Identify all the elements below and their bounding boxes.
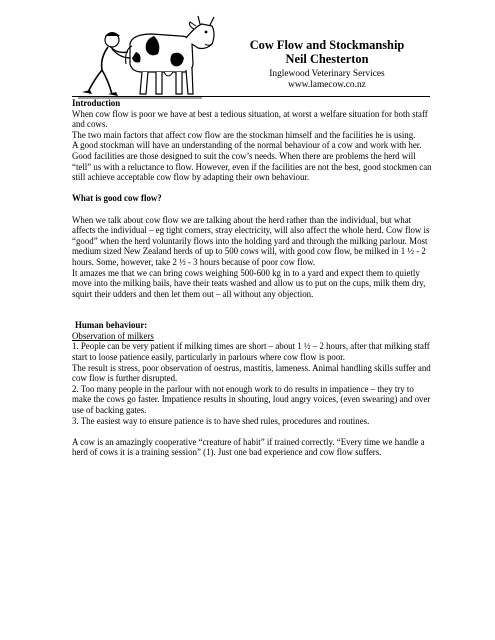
section-heading-introduction: Introduction: [72, 98, 121, 108]
document-title: Cow Flow and Stockmanship: [249, 38, 405, 52]
header-divider: [72, 96, 430, 97]
intro-paragraph-2: The two main factors that affect cow flow are the stockman himself and the facilities he is using.: [72, 129, 416, 140]
human-paragraph-3: 2. Too many people in the parlour with not enough work to do results in impatience – they try to make the cows go faster. Impatience results in shouting, loud angry voices, (even swearing) and over use of backing gates.: [72, 383, 431, 416]
intro-paragraph-3: A good stockman will have an understanding of the normal behaviour of a cow and work with her.: [72, 140, 422, 151]
human-paragraph-4: 3. The easiest way to ensure patience is to have shed rules, procedures and routines.: [72, 415, 370, 426]
section-heading-good-cow-flow: What is good cow flow?: [72, 193, 162, 204]
good-flow-paragraph-2: It amazes me that we can bring cows weighing 500-600 kg in to a yard and expect them to quietly move into the milking bails, have their teats washed and allow us to put on the cups, milk them dry, squirt their udders and then let them out – all without any objection.: [72, 267, 426, 299]
organization-name: Inglewood Veterinary Services: [269, 69, 385, 79]
good-flow-paragraph-1: When we talk about cow flow we are talking about the herd rather than the individual, but what affects the individual – eg tight corners, stray electricity, will also affect the whole herd. Cow flow is “good” when the herd voluntarily flows into the holding yard and through the milking parlour. Most medium sized New Zealand herds of up to 500 cows will, with good cow flow, be milked in 1 ½ - 2 hours. Some, however, take 2 ½ - 3 hours because of poor cow flow.: [72, 214, 430, 267]
human-paragraph-1: 1. People can be very patient if milking times are short – about 1 ½ – 2 hours, after that milking staff start to loose patience easily, particularly in parlours where cow flow is poor.: [72, 341, 430, 363]
human-paragraph-5: A cow is an amazingly cooperative “creature of habit” if trained correctly. “Every time we handle a herd of cows it is a training session” (1). Just one bad experience and cow flow suffers.: [72, 436, 425, 458]
intro-paragraph-1: When cow flow is poor we have at best a tedious situation, at worst a welfare situation for both staff and cows.: [72, 108, 428, 130]
website-url[interactable]: www.lamecow.co.nz: [288, 80, 366, 90]
document-header: [240, 38, 414, 91]
section-heading-human-behaviour: Human behaviour:: [75, 320, 148, 331]
subheading-observation-of-milkers: Observation of milkers: [72, 330, 154, 341]
human-paragraph-2: The result is stress, poor observation of oestrus, mastitis, lameness. Animal handling skills suffer and cow flow is further disrupted.: [72, 362, 431, 384]
man-pushing-cow-illustration: [72, 14, 220, 102]
intro-paragraph-4: Good facilities are those designed to suit the cow’s needs. When there are problems the herd will “tell” us with a reluctance to flow. However, even if the facilities are not the best, good stockmen can still achieve acceptable cow flow by adapting their own behaviour.: [72, 150, 432, 183]
document-body: [72, 98, 434, 458]
author-name: Neil Chesterton: [285, 52, 369, 66]
